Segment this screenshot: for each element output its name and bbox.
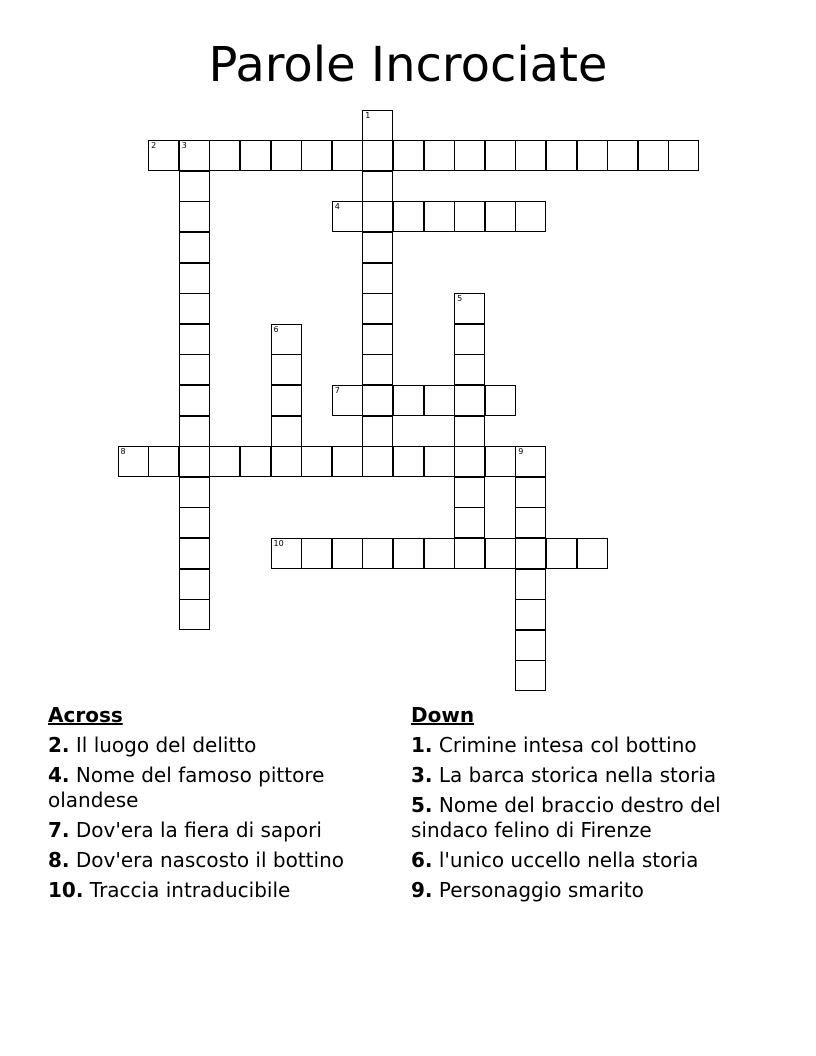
grid-cell[interactable] xyxy=(332,446,363,477)
grid-cell[interactable] xyxy=(332,385,363,416)
clue-down-5 xyxy=(411,793,761,843)
grid-cell[interactable] xyxy=(515,477,546,508)
grid-cell[interactable] xyxy=(179,477,210,508)
page-title: Parole Incrociate xyxy=(208,37,608,93)
grid-cell[interactable] xyxy=(362,140,393,171)
grid-cell[interactable] xyxy=(362,538,393,569)
grid-cell[interactable] xyxy=(454,446,485,477)
grid-cell[interactable] xyxy=(301,446,332,477)
grid-cell[interactable] xyxy=(454,507,485,538)
grid-cell[interactable] xyxy=(515,660,546,691)
clue-text: Personaggio smarito xyxy=(438,878,644,902)
clue-number: 6. xyxy=(411,848,433,872)
grid-cell[interactable] xyxy=(454,385,485,416)
grid-cell[interactable] xyxy=(546,140,577,171)
clue-text: Nome del braccio destro del sindaco felino di Firenze xyxy=(411,793,721,842)
grid-cell[interactable] xyxy=(362,201,393,232)
grid-cell[interactable] xyxy=(179,232,210,263)
grid-cell[interactable] xyxy=(424,385,455,416)
grid-cell[interactable] xyxy=(454,354,485,385)
clue-down-1 xyxy=(411,733,761,758)
cell-number: 1 xyxy=(365,110,371,120)
grid-cell[interactable] xyxy=(271,416,302,447)
cell-number: 9 xyxy=(518,447,524,457)
grid-cell[interactable] xyxy=(424,538,455,569)
grid-cell[interactable] xyxy=(607,140,638,171)
clue-down-6 xyxy=(411,848,761,873)
grid-cell[interactable] xyxy=(515,446,546,477)
cell-number: 8 xyxy=(120,447,126,457)
cell-number: 6 xyxy=(273,324,279,334)
grid-cell[interactable] xyxy=(179,201,210,232)
clue-text: Traccia intraducibile xyxy=(89,878,291,902)
grid-cell[interactable] xyxy=(362,171,393,202)
clue-number: 8. xyxy=(48,848,70,872)
grid-cell[interactable] xyxy=(209,140,240,171)
grid-cell[interactable] xyxy=(454,416,485,447)
grid-cell[interactable] xyxy=(454,477,485,508)
grid-cell[interactable] xyxy=(179,293,210,324)
clue-number: 5. xyxy=(411,793,433,817)
grid-cell[interactable] xyxy=(515,140,546,171)
clue-text: La barca storica nella storia xyxy=(438,763,717,787)
clue-across-4 xyxy=(48,763,388,813)
grid-cell[interactable] xyxy=(179,569,210,600)
grid-cell[interactable] xyxy=(577,140,608,171)
grid-cell[interactable] xyxy=(577,538,608,569)
cell-number: 10 xyxy=(273,538,284,548)
grid-cell[interactable] xyxy=(179,507,210,538)
grid-cell[interactable] xyxy=(240,446,271,477)
clue-number: 7. xyxy=(48,818,70,842)
grid-cell[interactable] xyxy=(638,140,669,171)
clue-across-7 xyxy=(48,818,388,843)
grid-cell[interactable] xyxy=(454,293,485,324)
grid-cell[interactable] xyxy=(271,140,302,171)
grid-cell[interactable] xyxy=(485,201,516,232)
grid-cell[interactable] xyxy=(393,446,424,477)
across-clues xyxy=(48,703,388,908)
grid-cell[interactable] xyxy=(393,201,424,232)
grid-cell[interactable] xyxy=(515,569,546,600)
grid-cell[interactable] xyxy=(424,140,455,171)
grid-cell[interactable] xyxy=(515,630,546,661)
clue-text: Il luogo del delitto xyxy=(75,733,257,757)
grid-cell[interactable] xyxy=(515,599,546,630)
grid-cell[interactable] xyxy=(393,140,424,171)
grid-cell[interactable] xyxy=(362,110,393,141)
grid-cell[interactable] xyxy=(179,385,210,416)
grid-cell[interactable] xyxy=(179,538,210,569)
cell-number: 4 xyxy=(334,202,340,212)
grid-cell[interactable] xyxy=(454,538,485,569)
clue-text: Dov'era la fiera di sapori xyxy=(75,818,322,842)
cell-number: 7 xyxy=(334,385,340,395)
grid-cell[interactable] xyxy=(485,385,516,416)
grid-cell[interactable] xyxy=(424,201,455,232)
grid-cell[interactable] xyxy=(240,140,271,171)
clue-number: 3. xyxy=(411,763,433,787)
grid-cell[interactable] xyxy=(271,385,302,416)
grid-cell[interactable] xyxy=(271,446,302,477)
grid-cell[interactable] xyxy=(362,232,393,263)
grid-cell[interactable] xyxy=(148,446,179,477)
clue-text: l'unico uccello nella storia xyxy=(438,848,699,872)
grid-cell[interactable] xyxy=(424,446,455,477)
grid-cell[interactable] xyxy=(179,171,210,202)
grid-cell[interactable] xyxy=(362,263,393,294)
grid-cell[interactable] xyxy=(546,538,577,569)
grid-cell[interactable] xyxy=(179,446,210,477)
clue-text: Dov'era nascosto il bottino xyxy=(75,848,344,872)
grid-cell[interactable] xyxy=(148,140,179,171)
grid-cell[interactable] xyxy=(271,354,302,385)
grid-cell[interactable] xyxy=(454,201,485,232)
grid-cell[interactable] xyxy=(118,446,149,477)
grid-cell[interactable] xyxy=(362,293,393,324)
clue-number: 9. xyxy=(411,878,433,902)
clue-across-10 xyxy=(48,878,388,903)
grid-cell[interactable] xyxy=(179,354,210,385)
clue-number: 10. xyxy=(48,878,84,902)
grid-cell[interactable] xyxy=(179,416,210,447)
grid-cell[interactable] xyxy=(179,599,210,630)
grid-cell[interactable] xyxy=(332,201,363,232)
grid-cell[interactable] xyxy=(515,538,546,569)
across-heading: Across xyxy=(48,703,123,727)
grid-cell[interactable] xyxy=(668,140,699,171)
grid-cell[interactable] xyxy=(362,385,393,416)
clue-down-3 xyxy=(411,763,761,788)
grid-cell[interactable] xyxy=(271,324,302,355)
grid-cell[interactable] xyxy=(362,354,393,385)
grid-cell[interactable] xyxy=(209,446,240,477)
grid-cell[interactable] xyxy=(393,538,424,569)
grid-cell[interactable] xyxy=(271,538,302,569)
grid-cell[interactable] xyxy=(179,140,210,171)
down-clues xyxy=(411,703,761,908)
grid-cell[interactable] xyxy=(332,140,363,171)
cell-number: 5 xyxy=(457,294,463,304)
grid-cell[interactable] xyxy=(485,140,516,171)
grid-cell[interactable] xyxy=(485,538,516,569)
grid-cell[interactable] xyxy=(454,324,485,355)
clue-text: Nome del famoso pittore olandese xyxy=(48,763,325,812)
grid-cell[interactable] xyxy=(301,140,332,171)
clue-number: 2. xyxy=(48,733,70,757)
grid-cell[interactable] xyxy=(362,446,393,477)
grid-cell[interactable] xyxy=(332,538,363,569)
down-heading: Down xyxy=(411,703,475,727)
clue-text: Crimine intesa col bottino xyxy=(438,733,697,757)
grid-cell[interactable] xyxy=(454,140,485,171)
grid-cell[interactable] xyxy=(393,385,424,416)
cell-number: 3 xyxy=(181,141,187,151)
cell-number: 2 xyxy=(151,141,157,151)
clue-number: 1. xyxy=(411,733,433,757)
clue-across-8 xyxy=(48,848,388,873)
grid-cell[interactable] xyxy=(362,416,393,447)
clue-across-2 xyxy=(48,733,388,758)
grid-cell[interactable] xyxy=(515,201,546,232)
grid-cell[interactable] xyxy=(301,538,332,569)
clue-number: 4. xyxy=(48,763,70,787)
clue-down-9 xyxy=(411,878,761,903)
grid-cell[interactable] xyxy=(362,324,393,355)
grid-cell[interactable] xyxy=(179,263,210,294)
grid-cell[interactable] xyxy=(179,324,210,355)
grid-cell[interactable] xyxy=(515,507,546,538)
grid-cell[interactable] xyxy=(485,446,516,477)
